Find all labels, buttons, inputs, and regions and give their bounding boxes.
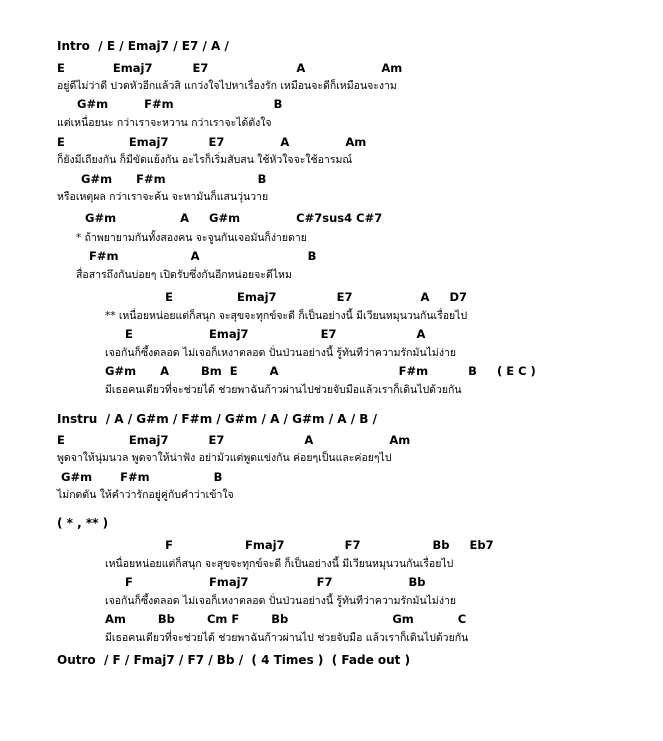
lyric-line: หรือเหตุผล กว่าเราจะค้น จะหามันก็แสนวุ่นวาย (57, 191, 269, 203)
chord-line: G#m F#m B (57, 470, 223, 484)
chord-line: G#m F#m B (57, 172, 267, 186)
chord-line: E Emaj7 E7 A (57, 327, 426, 341)
lyric-line: ก็ยังมีเถียงกัน ก็มีขัดแย้งกัน อะไรก็เริ่มสับสน ใช้หัวใจจะใช้อารมณ์ (57, 154, 353, 166)
lyric-line: พูดจาให้นุ่มนวล พูดจาให้น่าฟัง อย่ามัวแต่พูดแข่งกัน ค่อยๆเป็นและค่อยๆไป (57, 452, 392, 464)
chord-line: G#m A Bm E A F#m B ( E C ) (105, 364, 536, 378)
repeat-marker: ( * , ** ) (57, 516, 109, 530)
chord-line: E Emaj7 E7 A Am (57, 61, 403, 75)
chord-line: E Emaj7 E7 A Am (57, 135, 367, 149)
chord-line: F#m A B (57, 249, 317, 263)
lyric-line: มีเธอคนเดียวที่จะช่วยได้ ช่วยพาฉันก้าวผ่านไป ช่วยจับมือ แล้วเราก็เดินไปด้วยกัน (105, 632, 469, 644)
chord-line: F Fmaj7 F7 Bb (57, 575, 426, 589)
chord-line: F Fmaj7 F7 Bb Eb7 (57, 538, 494, 552)
lyric-line: ** เหนื่อยหน่อยแต่ก็สนุก จะสุขจะทุกข์จะดี ก็เป็นอย่างนี้ มีเวียนหมุนวนกันเรื่อยไป (105, 310, 468, 322)
lyric-line: เหนื่อยหน่อยแต่ก็สนุก จะสุขจะทุกข์จะดี ก็เป็นอย่างนี้ มีเวียนหมุนวนกันเรื่อยไป (105, 558, 454, 570)
lyric-line: เจอกันก็ซึ้งตลอด ไม่เจอก็เหงาตลอด ปั่นป่วนอย่างนี้ รู้ทันทีว่าความรักมันไม่ง่าย (105, 347, 457, 359)
chord-line: Am Bb Cm F Bb Gm C (105, 612, 467, 626)
intro-line: Intro / E / Emaj7 / E7 / A / (57, 39, 229, 53)
lyric-line: แต่เหนื่อยนะ กว่าเราจะหวาน กว่าเราจะได้ดังใจ (57, 117, 272, 129)
instru-line: Instru / A / G#m / F#m / G#m / A / G#m / A / B / (57, 412, 377, 426)
chord-line: G#m A G#m C#7sus4 C#7 (57, 211, 383, 225)
chord-line: G#m F#m B (57, 97, 283, 111)
lyric-line: * ถ้าพยายามกันทั้งสองคน จะจูนกันเจอมันก็ง่ายดาย (76, 232, 307, 244)
lyric-line: สื่อสารถึงกันบ่อยๆ เปิดรับซึ่งกันอีกหน่อยจะดีไหม (76, 269, 292, 281)
lyric-line: ไม่กดดัน ให้คำว่ารักอยู่คู่กับคำว่าเข้าใจ (57, 489, 234, 501)
lyric-line: อยู่ดีไม่ว่าดี ปวดหัวอีกแล้วสิ แกว่งใจไปหาเรื่องรัก เหมือนจะดีก็เหมือนจะงาม (57, 80, 397, 92)
lyric-line: มีเธอคนเดียวที่จะช่วยได้ ช่วยพาฉันก้าวผ่านไปช่วยจับมือแล้วเราก็เดินไปด้วยกัน (105, 384, 462, 396)
lyric-line: เจอกันก็ซึ้งตลอด ไม่เจอก็เหงาตลอด ปั่นป่วนอย่างนี้ รู้ทันทีว่าความรักมันไม่ง่าย (105, 595, 457, 607)
chord-line: E Emaj7 E7 A Am (57, 433, 411, 447)
chord-line: E Emaj7 E7 A D7 (57, 290, 467, 304)
outro-line: Outro / F / Fmaj7 / F7 / Bb / ( 4 Times ) ( Fade out ) (57, 653, 411, 667)
